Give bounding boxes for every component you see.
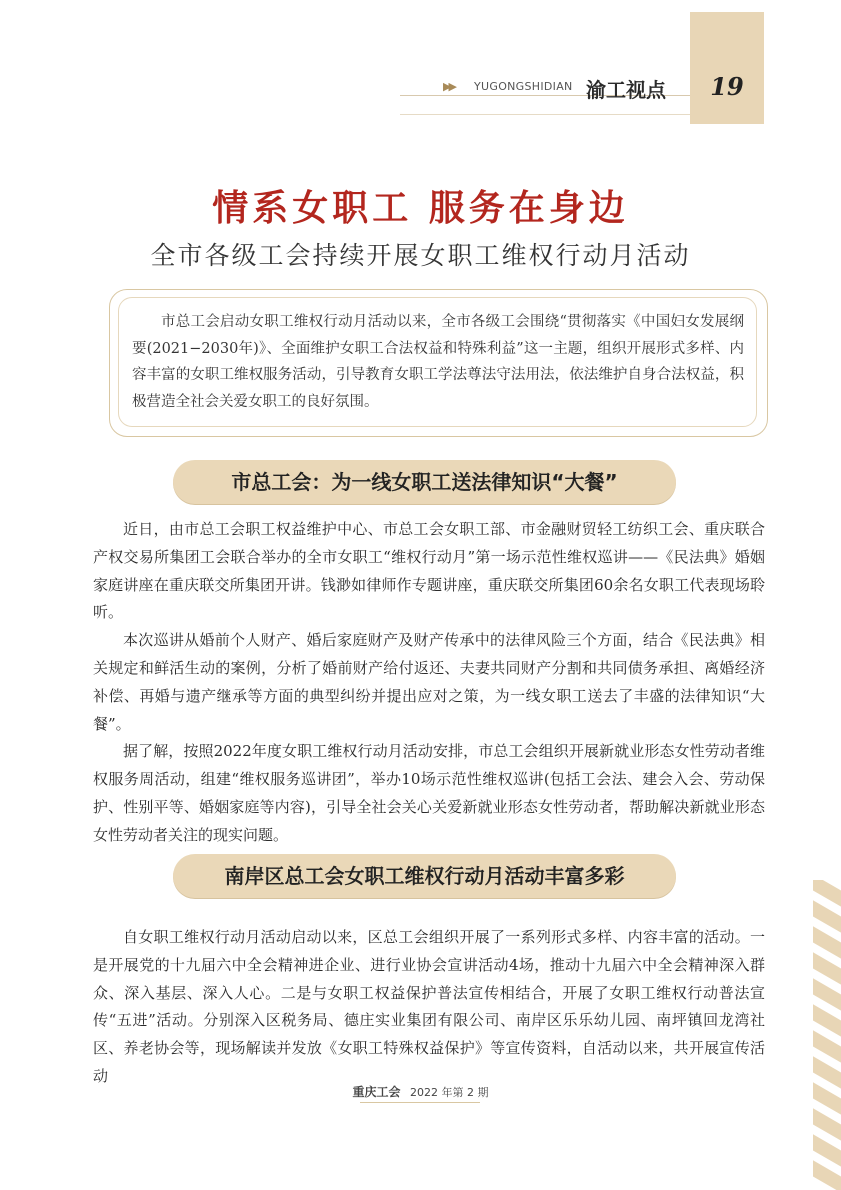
lead-paragraph: 市总工会启动女职工维权行动月活动以来，全市各级工会围绕“贯彻落实《中国妇女发展纲要(2021−2030年)》、全面维护女职工合法权益和特殊利益”这一主题，组织开展形式多样、内容丰富的女职工维权服务活动，引导教育女职工学法尊法守法用法，依法维护自身合法权益，积极营造全社会关爱女职工的良好氛围。 bbox=[132, 314, 744, 410]
footer-underline bbox=[360, 1102, 480, 1103]
footer-magazine-name: 重庆工会 bbox=[352, 1085, 401, 1099]
article-subtitle: 全市各级工会持续开展女职工维权行动月活动 bbox=[150, 241, 691, 270]
header-divider-lower bbox=[400, 114, 690, 115]
section1-heading: 市总工会：为一线女职工送法律知识“大餐” bbox=[173, 460, 676, 504]
section1-paragraph: 近日，由市总工会职工权益维护中心、市总工会女职工部、市金融财贸轻工纺织工会、重庆联合产权交易所集团工会联合举办的全市女职工“维权行动月”第一场示范性维权巡讲——《民法典》婚姻家庭讲座在重庆联交所集团开讲。钱渺如律师作专题讲座，重庆联交所集团60余名女职工代表现场聆听。 bbox=[93, 520, 765, 622]
header-column-name: 渝工视点 bbox=[586, 78, 666, 102]
footer-issue: 2022 年第 2 期 bbox=[410, 1086, 489, 1099]
double-arrow-icon: ▶▶ bbox=[443, 80, 454, 93]
section1-paragraph: 据了解，按照2022年度女职工维权行动月活动安排，市总工会组织开展新就业形态女性劳动者维权服务周活动，组建“维权服务巡讲团”，举办10场示范性维权巡讲(包括工会法、建会入会、劳动保护、性别平等、婚姻家庭等内容)，引导全社会关心关爱新就业形态女性劳动者，帮助解决新就业形态女性劳动者关注的现实问题。 bbox=[93, 742, 765, 844]
article-title: 情系女职工 服务在身边 bbox=[212, 188, 629, 229]
section2-heading: 南岸区总工会女职工维权行动月活动丰富多彩 bbox=[173, 854, 676, 898]
decorative-stripes bbox=[813, 880, 841, 1190]
section2-paragraph: 自女职工维权行动月活动启动以来，区总工会组织开展了一系列形式多样、内容丰富的活动。一是开展党的十九届六中全会精神进企业、进行业协会宣讲活动4场，推动十九届六中全会精神深入群众、深入基层、深入人心。二是与女职工权益保护普法宣传相结合，开展了女职工维权行动普法宣传“五进”活动。分别深入区税务局、德庄实业集团有限公司、南岸区乐乐幼儿园、南坪镇回龙湾社区、养老协会等，现场解读并发放《女职工特殊权益保护》等宣传资料，自活动以来，共开展宣传活动 bbox=[93, 928, 765, 1085]
section1-paragraph: 本次巡讲从婚前个人财产、婚后家庭财产及财产传承中的法律风险三个方面，结合《民法典》相关规定和鲜活生动的案例，分析了婚前财产给付返还、夫妻共同财产分割和共同债务承担、离婚经济补偿、再婚与遗产继承等方面的典型纠纷并提出应对之策，为一线女职工送去了丰盛的法律知识“大餐”。 bbox=[93, 631, 765, 733]
section2-body bbox=[93, 924, 765, 1091]
header-page-tab bbox=[690, 12, 764, 124]
page-footer bbox=[0, 1083, 841, 1100]
section1-body bbox=[93, 516, 765, 850]
header-pinyin: YUGONGSHIDIAN bbox=[474, 80, 573, 93]
page-number: 19 bbox=[710, 72, 744, 101]
